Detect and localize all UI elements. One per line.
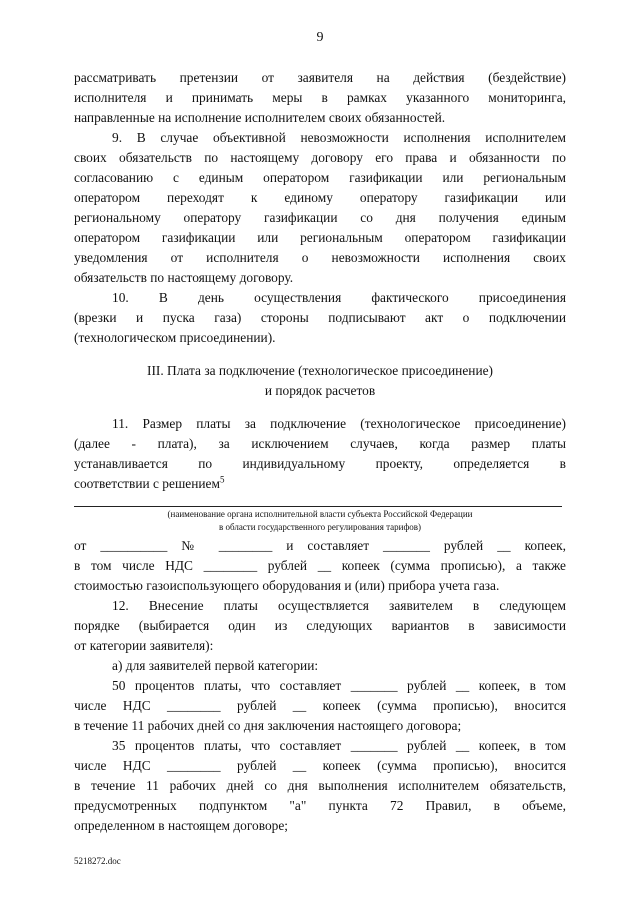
paragraph-11-tail-line: от __________ № ________ и составляет _______ рублей __ копеек,: [74, 538, 566, 553]
footnote-mark: 5: [219, 474, 225, 485]
paragraph-9-line: согласованию с единым оператором газификации или региональным: [74, 170, 566, 185]
paragraph-9-line: своих обязательств по настоящему договору его права и обязанности по: [74, 150, 566, 165]
paragraph-9-line: обязательств по настоящему договору.: [74, 270, 294, 285]
paragraph-10-line: 10. В день осуществления фактического присоединения: [112, 290, 566, 305]
paragraph-10-line: (технологическом присоединении).: [74, 330, 276, 345]
section-title: и порядок расчетов: [264, 383, 376, 398]
paragraph-11-text: соответствии с решением: [74, 476, 220, 491]
section-title: III. Плата за подключение (технологическое присоединение): [146, 363, 494, 378]
item-a: а) для заявителей первой категории:: [112, 658, 319, 673]
paragraph-11-tail-line: стоимостью газоиспользующего оборудования и (или) прибора учета газа.: [74, 578, 500, 593]
payment-50-line: 50 процентов платы, что составляет _______ рублей __ копеек, в том: [112, 678, 566, 693]
payment-50-line: числе НДС ________ рублей __ копеек (сумма прописью), вносится: [74, 698, 566, 713]
text-line: исполнителя и принимать меры в рамках указанного мониторинга,: [74, 90, 566, 105]
paragraph-9-line: оператором переходят к единому оператору газификации или: [74, 190, 566, 205]
paragraph-9-line: оператором газификации или региональным оператором газификации: [74, 230, 566, 245]
payment-35-line: 35 процентов платы, что составляет _______ рублей __ копеек, в том: [112, 738, 566, 753]
payment-35-line: в течение 11 рабочих дней со дня выполнения исполнителем обязательств,: [74, 778, 566, 793]
blank-line: [74, 506, 562, 507]
file-name-footer: 5218272.doc: [74, 856, 121, 866]
paragraph-12-line: от категории заявителя):: [74, 638, 214, 653]
paragraph-12-line: 12. Внесение платы осуществляется заявителем в следующем: [112, 598, 566, 613]
payment-35-line: предусмотренных подпунктом "а" пункта 72 Правил, в объеме,: [74, 798, 566, 813]
payment-50-line: в течение 11 рабочих дней со дня заключения настоящего договора;: [74, 718, 462, 733]
paragraph-9-line: региональному оператору газификации со дня получения единым: [74, 210, 566, 225]
paragraph-11-line: устанавливается по индивидуальному проекту, определяется в: [74, 456, 566, 471]
paragraph-11-line: (далее - плата), за исключением случаев, когда размер платы: [74, 436, 566, 451]
page-number: 9: [316, 30, 324, 45]
payment-35-line: числе НДС ________ рублей __ копеек (сумма прописью), вносится: [74, 758, 566, 773]
paragraph-12-line: порядке (выбирается один из следующих вариантов в зависимости: [74, 618, 566, 633]
payment-35-line: определенном в настоящем договоре;: [74, 818, 289, 833]
paragraph-9-line: уведомления от исполнителя о невозможности исполнения своих: [74, 250, 566, 265]
field-note: в области государственного регулирования тарифов): [218, 522, 422, 532]
paragraph-11-line: [74, 474, 224, 494]
paragraph-11-tail-line: в том числе НДС ________ рублей __ копеек (сумма прописью), а также: [74, 558, 566, 573]
paragraph-11-line: 11. Размер платы за подключение (технологическое присоединение): [112, 416, 566, 431]
paragraph-9-line: 9. В случае объективной невозможности исполнения исполнителем: [112, 130, 566, 145]
paragraph-10-line: (врезки и пуска газа) стороны подписывают акт о подключении: [74, 310, 566, 325]
field-note: (наименование органа исполнительной власти субъекта Российской Федерации: [167, 509, 473, 519]
text-line: рассматривать претензии от заявителя на действия (бездействие): [74, 70, 566, 85]
text-line: направленные на исполнение исполнителем своих обязанностей.: [74, 110, 446, 125]
